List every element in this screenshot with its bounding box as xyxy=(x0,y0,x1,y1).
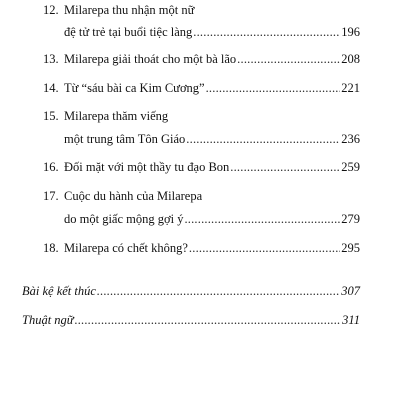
entry-page: 221 xyxy=(341,81,360,95)
leader-dots xyxy=(186,132,340,146)
entry-title-line1: Milarepa có chết không? xyxy=(64,241,188,255)
entry-number: 13. xyxy=(43,52,59,66)
entry-title-line1: Cuộc du hành của Milarepa xyxy=(64,189,203,203)
entry-title-line1: Đối mặt với một thầy tu đạo Bon xyxy=(64,160,230,174)
entry-page: 196 xyxy=(341,25,360,39)
entry-number: 17. xyxy=(43,189,59,203)
entry-title-line1: Milarepa thu nhận một nữ xyxy=(64,3,195,17)
entry-page: 295 xyxy=(341,241,360,255)
leader-dots xyxy=(230,160,340,174)
entry-number: 12. xyxy=(43,3,59,17)
leader-dots xyxy=(237,52,340,66)
leader-dots xyxy=(189,241,340,255)
entry-title-line1: Milarepa thăm viếng xyxy=(64,109,169,123)
entry-number: 15. xyxy=(43,109,59,123)
toc-entry-closing-verse xyxy=(22,284,360,298)
entry-page: 259 xyxy=(341,160,360,174)
entry-title-line2: do một giấc mộng gợi ý xyxy=(64,212,184,226)
entry-title-line2: một trung tâm Tôn Giáo xyxy=(64,132,186,146)
entry-page: 236 xyxy=(341,132,360,146)
entry-number: 14. xyxy=(43,81,59,95)
entry-page: 208 xyxy=(341,52,360,66)
leader-dots xyxy=(97,284,340,298)
appendix-title: Thuật ngữ xyxy=(22,313,74,327)
entry-title-line2: đệ tử trẻ tại buổi tiệc làng xyxy=(64,25,193,39)
entry-page: 279 xyxy=(341,212,360,226)
leader-dots xyxy=(184,212,340,226)
entry-title-line1: Từ “sáu bài ca Kim Cương” xyxy=(64,81,205,95)
toc-entry-glossary xyxy=(22,313,360,327)
leader-dots xyxy=(206,81,341,95)
appendix-page: 307 xyxy=(341,284,360,298)
appendix-title: Bài kệ kết thúc xyxy=(22,284,96,298)
entry-number: 18. xyxy=(43,241,59,255)
entry-number: 16. xyxy=(43,160,59,174)
leader-dots xyxy=(75,313,342,327)
appendix-page: 311 xyxy=(342,313,360,327)
entry-title-line1: Milarepa giải thoát cho một bà lão xyxy=(64,52,237,66)
leader-dots xyxy=(193,25,340,39)
